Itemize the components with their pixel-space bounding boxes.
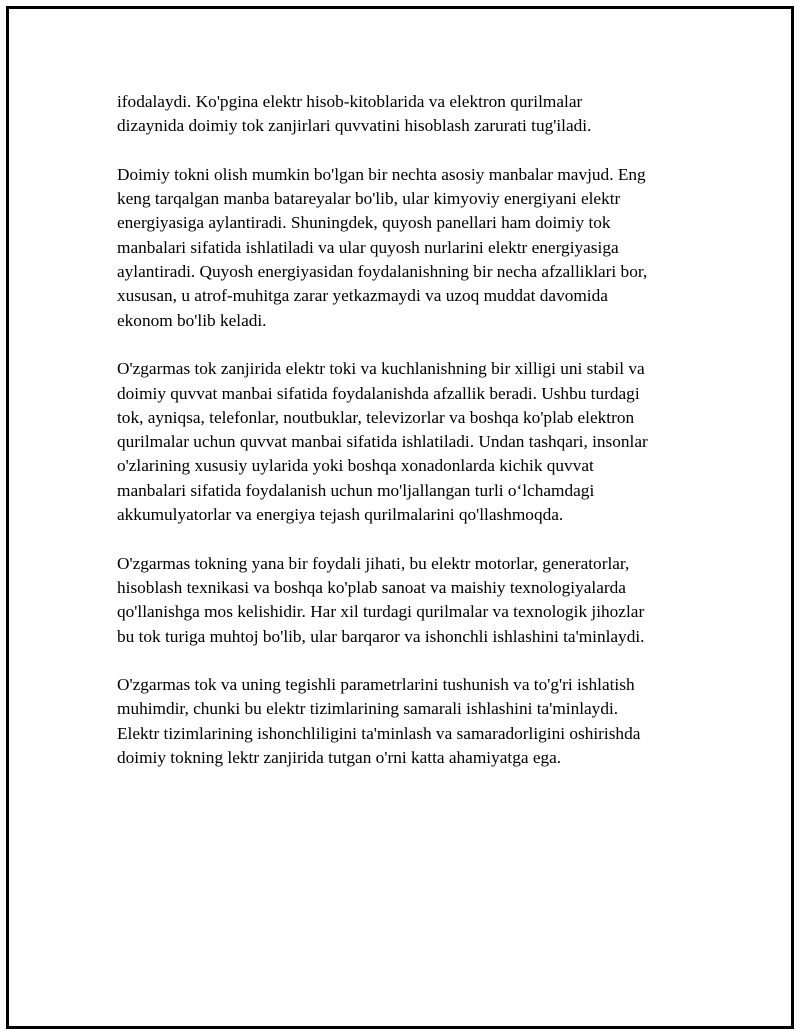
text-line: muhimdir, chunki bu elektr tizimlarining samarali ishlashini ta'minlaydi. (117, 699, 619, 719)
text-line: aylantiradi. Quyosh energiyasidan foydalanishning bir necha afzalliklari bor, (117, 262, 648, 282)
text-line: Doimiy tokni olish mumkin bo'lgan bir nechta asosiy manbalar mavjud. Eng (117, 164, 646, 184)
text-line: hisoblash texnikasi va boshqa ko'plab sanoat va maishiy texnologiyalarda (117, 577, 626, 597)
text-line: doimiy tokning lektr zanjirida tutgan o'rni katta ahamiyatga ega. (117, 748, 562, 768)
text-line: O'zgarmas tok zanjirida elektr toki va kuchlanishning bir xilligi uni stabil va (117, 359, 645, 379)
text-line: manbalari sifatida ishlatiladi va ular quyosh nurlarini elektr energiyasiga (117, 237, 619, 257)
paragraph-5 (117, 673, 697, 770)
text-line: qurilmalar uchun quvvat manbai sifatida ishlatiladi. Undan tashqari, insonlar (117, 432, 648, 452)
paragraph-4 (117, 552, 697, 649)
text-line: energiyasiga aylantiradi. Shuningdek, quyosh panellari ham doimiy tok (117, 213, 611, 233)
text-line: dizaynida doimiy tok zanjirlari quvvatini hisoblash zarurati tug'iladi. (117, 116, 592, 136)
text-line: o'zlarining xususiy uylarida yoki boshqa xonadonlarda kichik quvvat (117, 456, 594, 476)
text-line: O'zgarmas tokning yana bir foydali jihati, bu elektr motorlar, generatorlar, (117, 553, 630, 573)
document-body (117, 90, 697, 795)
text-line: xususan, u atrof-muhitga zarar yetkazmaydi va uzoq muddat davomida (117, 286, 608, 306)
paragraph-3 (117, 357, 697, 527)
paragraph-1 (117, 90, 697, 139)
text-line: keng tarqalgan manba batareyalar bo'lib, ular kimyoviy energiyani elektr (117, 189, 621, 209)
text-line: tok, ayniqsa, telefonlar, noutbuklar, televizorlar va boshqa ko'plab elektron (117, 407, 635, 427)
text-line: bu tok turiga muhtoj bo'lib, ular barqaror va ishonchli ishlashini ta'minlaydi. (117, 626, 645, 646)
text-line: manbalari sifatida foydalanish uchun mo'ljallangan turli o‘lchamdagi (117, 480, 595, 500)
text-line: doimiy quvvat manbai sifatida foydalanishda afzallik beradi. Ushbu turdagi (117, 383, 640, 403)
text-line: O'zgarmas tok va uning tegishli parametrlarini tushunish va to'g'ri ishlatish (117, 675, 635, 695)
text-line: qo'llanishga mos kelishidir. Har xil turdagi qurilmalar va texnologik jihozlar (117, 602, 645, 622)
paragraph-2 (117, 163, 697, 333)
text-line: akkumulyatorlar va energiya tejash qurilmalarini qo'llashmoqda. (117, 505, 564, 525)
text-line: ifodalaydi. Ko'pgina elektr hisob-kitoblarida va elektron qurilmalar (117, 92, 583, 111)
text-line: Elektr tizimlarining ishonchliligini ta'minlash va samaradorligini oshirishda (117, 723, 641, 743)
text-line: ekonom bo'lib keladi. (117, 310, 267, 330)
